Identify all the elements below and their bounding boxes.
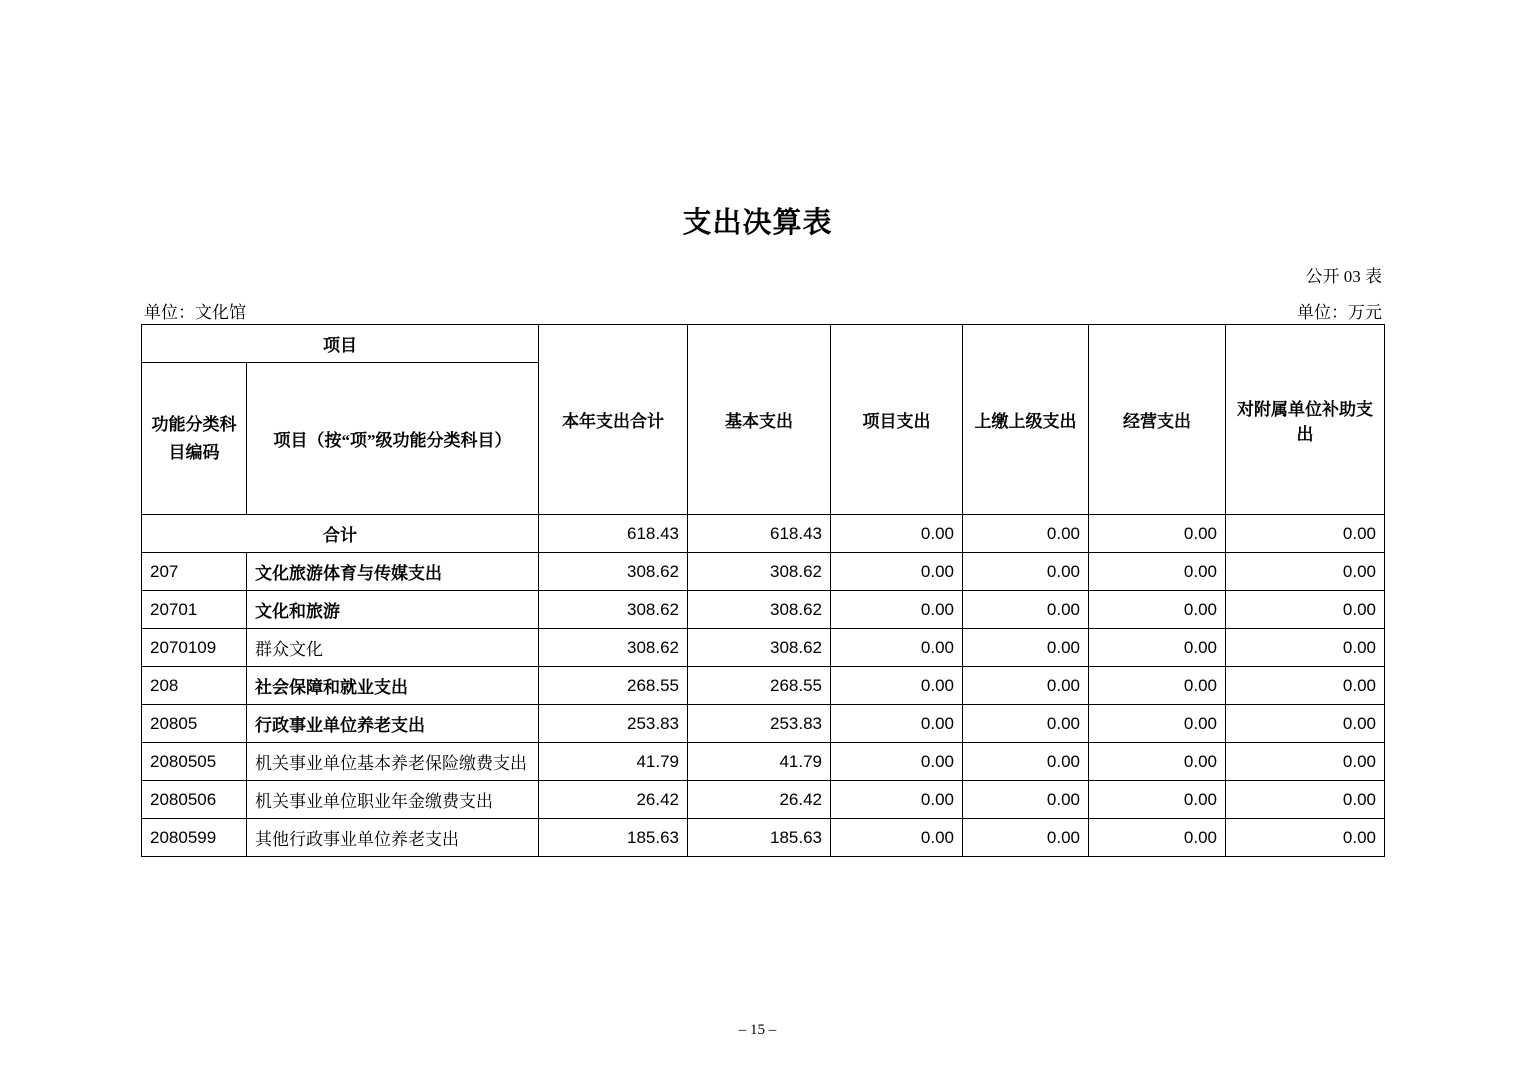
total-row [142,515,1385,553]
row-value: 308.62 [688,591,831,629]
table-row [142,705,1385,743]
header-remit: 上缴上级支出 [963,325,1089,515]
row-value: 268.55 [688,667,831,705]
row-value: 0.00 [831,629,963,667]
row-value: 0.00 [963,743,1089,781]
row-name: 机关事业单位基本养老保险缴费支出 [247,743,539,781]
page-title: 支出决算表 [682,207,833,239]
table-row [142,781,1385,819]
row-value: 308.62 [539,553,688,591]
expenditure-table [141,324,1385,857]
row-value: 0.00 [831,705,963,743]
row-value: 0.00 [963,705,1089,743]
header-code: 功能分类科目编码 [142,363,247,515]
row-value: 0.00 [963,819,1089,857]
row-value: 0.00 [1226,591,1385,629]
row-value: 308.62 [539,591,688,629]
row-code: 2080599 [142,819,247,857]
row-value: 0.00 [1226,781,1385,819]
row-name: 文化和旅游 [247,591,539,629]
row-value: 185.63 [688,819,831,857]
header-project-expenditure: 项目支出 [831,325,963,515]
row-value: 0.00 [1089,667,1226,705]
row-value: 0.00 [963,781,1089,819]
row-value: 0.00 [831,553,963,591]
row-value: 0.00 [1089,591,1226,629]
row-value: 0.00 [831,591,963,629]
total-cell: 618.43 [539,515,688,553]
row-code: 207 [142,553,247,591]
row-value: 41.79 [539,743,688,781]
row-value: 0.00 [1226,553,1385,591]
total-label: 合计 [142,515,539,553]
row-value: 253.83 [688,705,831,743]
row-value: 0.00 [1089,629,1226,667]
row-value: 26.42 [688,781,831,819]
total-cell: 0.00 [963,515,1089,553]
row-value: 0.00 [1089,705,1226,743]
row-code: 20805 [142,705,247,743]
row-value: 0.00 [963,667,1089,705]
page-number: – 15 – [738,1022,777,1038]
row-value: 0.00 [1089,819,1226,857]
table-row [142,743,1385,781]
row-name: 文化旅游体育与传媒支出 [247,553,539,591]
header-item: 项目（按“项”级功能分类科目） [247,363,539,515]
row-code: 20701 [142,591,247,629]
row-value: 308.62 [688,629,831,667]
row-name: 群众文化 [247,629,539,667]
row-name: 机关事业单位职业年金缴费支出 [247,781,539,819]
row-value: 185.63 [539,819,688,857]
row-value: 0.00 [1226,667,1385,705]
row-value: 26.42 [539,781,688,819]
row-code: 2080506 [142,781,247,819]
row-value: 0.00 [831,781,963,819]
row-name: 社会保障和就业支出 [247,667,539,705]
form-number: 公开 03 表 [1305,267,1382,286]
row-value: 0.00 [831,819,963,857]
unit-currency: 单位：万元 [1297,303,1382,322]
table-row [142,667,1385,705]
table-row [142,591,1385,629]
table-row [142,629,1385,667]
total-cell: 0.00 [1226,515,1385,553]
row-value: 0.00 [1226,705,1385,743]
row-value: 0.00 [1226,819,1385,857]
table-row [142,819,1385,857]
header-basic: 基本支出 [688,325,831,515]
row-value: 308.62 [688,553,831,591]
row-value: 0.00 [1089,743,1226,781]
row-code: 2080505 [142,743,247,781]
row-value: 0.00 [831,667,963,705]
row-name: 其他行政事业单位养老支出 [247,819,539,857]
header-subsidy: 对附属单位补助支出 [1226,325,1385,515]
row-value: 0.00 [963,591,1089,629]
table-row [142,553,1385,591]
row-value: 253.83 [539,705,688,743]
unit-organization: 单位：文化馆 [144,303,246,322]
header-project: 项目 [142,325,539,363]
row-value: 0.00 [1089,553,1226,591]
row-value: 268.55 [539,667,688,705]
row-name: 行政事业单位养老支出 [247,705,539,743]
row-value: 308.62 [539,629,688,667]
total-cell: 0.00 [1089,515,1226,553]
row-value: 0.00 [963,629,1089,667]
row-value: 0.00 [1226,629,1385,667]
total-cell: 0.00 [831,515,963,553]
row-value: 0.00 [831,743,963,781]
total-cell: 618.43 [688,515,831,553]
row-value: 41.79 [688,743,831,781]
row-code: 208 [142,667,247,705]
row-value: 0.00 [1089,781,1226,819]
row-value: 0.00 [963,553,1089,591]
row-value: 0.00 [1226,743,1385,781]
row-code: 2070109 [142,629,247,667]
header-business: 经营支出 [1089,325,1226,515]
header-total: 本年支出合计 [539,325,688,515]
